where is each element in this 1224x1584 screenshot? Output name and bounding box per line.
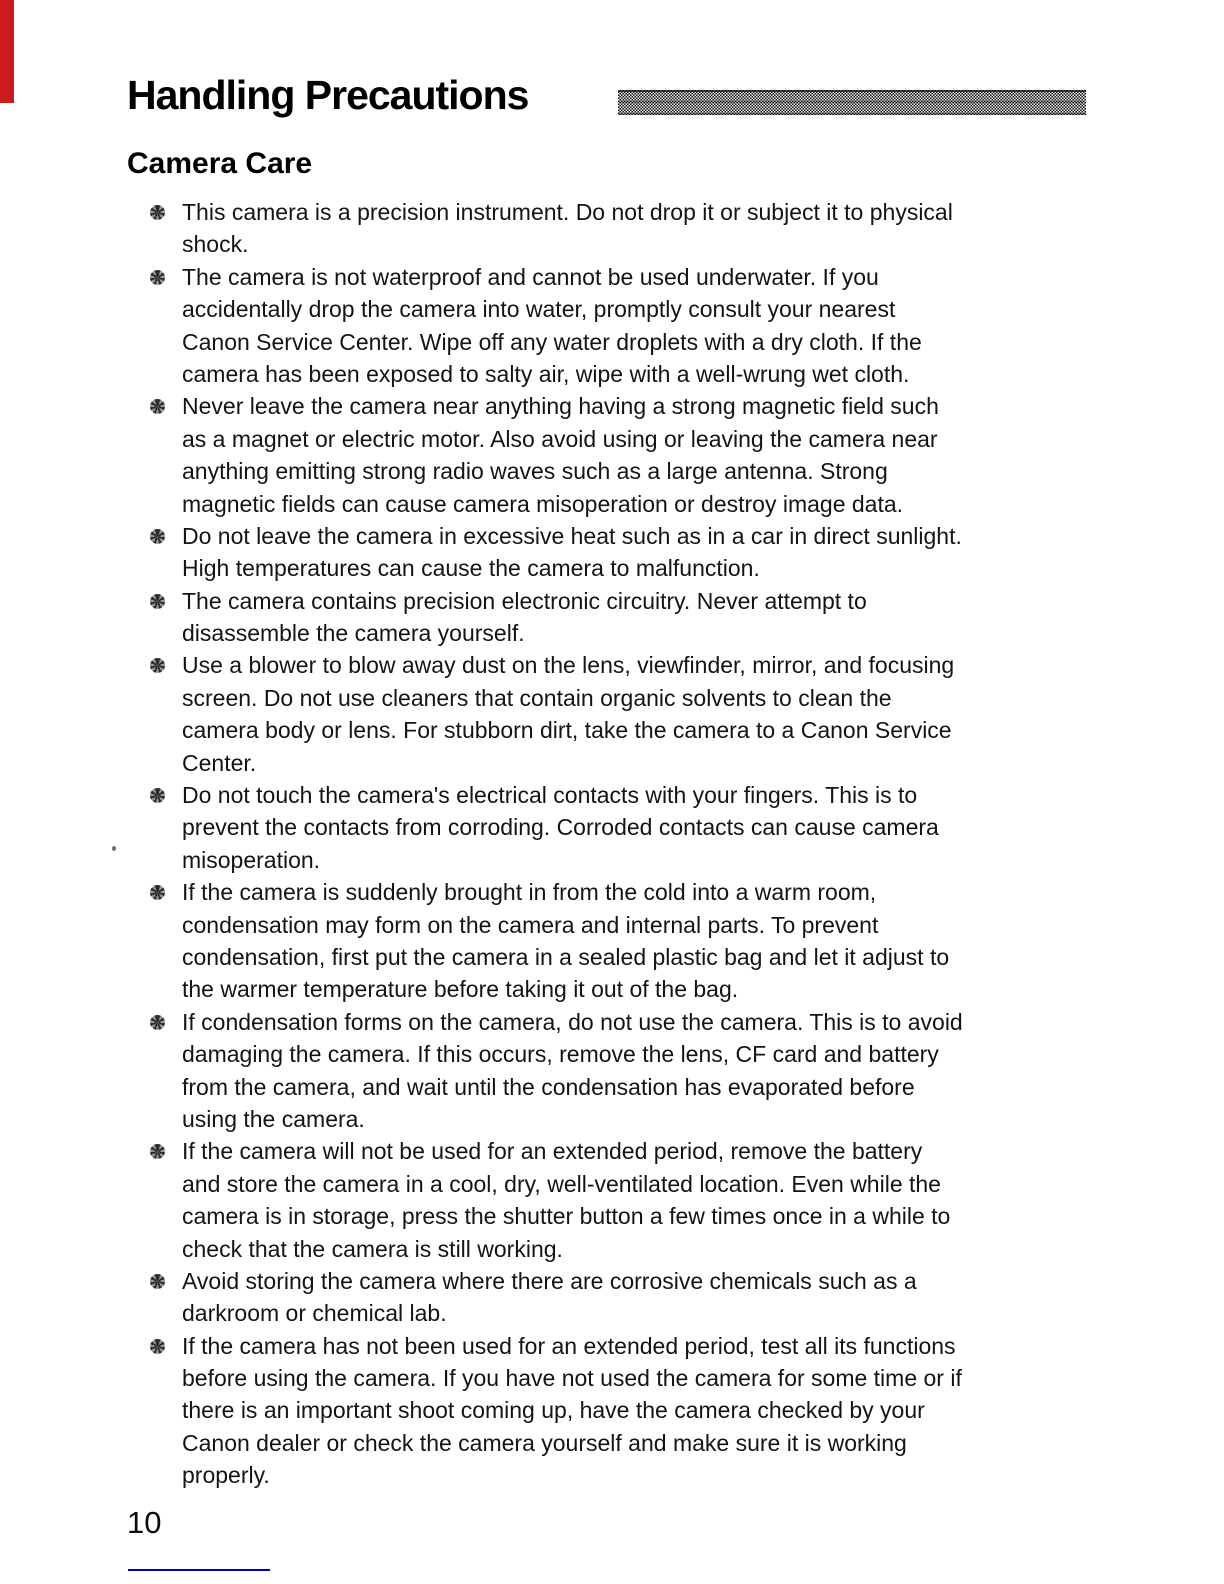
item-text: [182, 585, 1118, 650]
scan-speck: [112, 846, 116, 851]
list-item: [128, 649, 1118, 779]
item-text: [182, 649, 1118, 779]
bullet-icon: [150, 399, 165, 414]
bullet-icon: [150, 205, 165, 220]
bullet-icon: [150, 788, 165, 803]
list-item: [128, 261, 1118, 391]
item-text: [182, 1265, 1118, 1330]
text-line: High temperatures can cause the camera to malfunction.: [182, 555, 760, 582]
bullet-icon: [150, 529, 165, 544]
section-heading: Camera Care: [127, 147, 313, 180]
text-line: accidentally drop the camera into water, promptly consult your nearest: [182, 296, 896, 323]
text-line: damaging the camera. If this occurs, remove the lens, CF card and battery: [182, 1041, 939, 1068]
text-line: shock.: [182, 231, 249, 258]
care-list: [128, 196, 1118, 1492]
list-item: [128, 196, 1118, 261]
text-line: properly.: [182, 1462, 270, 1489]
bullet-icon: [150, 1274, 165, 1289]
list-item: [128, 1135, 1118, 1265]
text-line: using the camera.: [182, 1105, 365, 1132]
list-item: [128, 520, 1118, 585]
item-text: [182, 1330, 1118, 1492]
text-line: If the camera is suddenly brought in from the cold into a warm room,: [182, 879, 877, 906]
text-line: Never leave the camera near anything having a strong magnetic field such: [182, 393, 939, 420]
item-text: [182, 876, 1118, 1006]
item-text: [182, 196, 1118, 261]
list-item: [128, 585, 1118, 650]
footer-rule: [128, 1569, 270, 1571]
bullet-icon: [150, 885, 165, 900]
item-text: [182, 1135, 1118, 1265]
item-text: [182, 779, 1118, 876]
text-line: disassemble the camera yourself.: [182, 620, 525, 647]
bullet-icon: [150, 1144, 165, 1159]
list-item: [128, 390, 1118, 520]
list-item: [128, 1006, 1118, 1136]
item-text: [182, 520, 1118, 585]
text-line: before using the camera. If you have not used the camera for some time or if: [182, 1365, 962, 1392]
title-halftone-bar: [618, 90, 1086, 115]
text-line: magnetic fields can cause camera misoperation or destroy image data.: [182, 490, 904, 517]
text-line: Do not leave the camera in excessive heat such as in a car in direct sunlight.: [182, 522, 962, 549]
list-item: [128, 779, 1118, 876]
text-line: Use a blower to blow away dust on the lens, viewfinder, mirror, and focusing: [182, 652, 955, 679]
page-number: 10: [127, 1505, 162, 1540]
text-line: camera is in storage, press the shutter button a few times once in a while to: [182, 1203, 951, 1230]
item-text: [182, 390, 1118, 520]
text-line: the warmer temperature before taking it out of the bag.: [182, 976, 739, 1003]
text-line: Center.: [182, 749, 257, 776]
text-line: misoperation.: [182, 846, 321, 873]
item-text: [182, 261, 1118, 391]
text-line: and store the camera in a cool, dry, well-ventilated location. Even while the: [182, 1170, 941, 1197]
text-line: Do not touch the camera's electrical contacts with your fingers. This is to: [182, 782, 918, 809]
text-line: condensation may form on the camera and internal parts. To prevent: [182, 911, 879, 938]
text-line: there is an important shoot coming up, have the camera checked by your: [182, 1397, 925, 1424]
text-line: This camera is a precision instrument. Do not drop it or subject it to physical: [182, 199, 953, 225]
text-line: If condensation forms on the camera, do not use the camera. This is to avoid: [182, 1008, 963, 1035]
text-line: Canon dealer or check the camera yourself and make sure it is working: [182, 1429, 907, 1456]
text-line: camera has been exposed to salty air, wipe with a well-wrung wet cloth.: [182, 360, 910, 387]
text-line: If the camera has not been used for an extended period, test all its functions: [182, 1332, 956, 1359]
text-line: screen. Do not use cleaners that contain organic solvents to clean the: [182, 684, 892, 711]
text-line: from the camera, and wait until the condensation has evaporated before: [182, 1073, 915, 1100]
page-title: Handling Precautions: [127, 72, 529, 118]
text-line: darkroom or chemical lab.: [182, 1300, 447, 1327]
bullet-icon: [150, 270, 165, 285]
list-item: [128, 1330, 1118, 1492]
list-item: [128, 1265, 1118, 1330]
text-line: condensation, first put the camera in a sealed plastic bag and let it adjust to: [182, 943, 950, 970]
text-line: Canon Service Center. Wipe off any water droplets with a dry cloth. If the: [182, 328, 922, 355]
text-line: The camera contains precision electronic circuitry. Never attempt to: [182, 587, 867, 614]
bullet-icon: [150, 1015, 165, 1030]
text-line: The camera is not waterproof and cannot be used underwater. If you: [182, 263, 879, 290]
text-line: Avoid storing the camera where there are corrosive chemicals such as a: [182, 1267, 917, 1294]
bullet-icon: [150, 1339, 165, 1354]
text-line: If the camera will not be used for an extended period, remove the battery: [182, 1138, 923, 1165]
list-item: [128, 876, 1118, 1006]
text-line: prevent the contacts from corroding. Corroded contacts can cause camera: [182, 814, 939, 841]
bullet-icon: [150, 658, 165, 673]
red-edge-tab: [0, 0, 14, 103]
bullet-icon: [150, 594, 165, 609]
text-line: camera body or lens. For stubborn dirt, take the camera to a Canon Service: [182, 717, 952, 744]
text-line: check that the camera is still working.: [182, 1235, 563, 1262]
item-text: [182, 1006, 1118, 1136]
text-line: as a magnet or electric motor. Also avoid using or leaving the camera near: [182, 425, 938, 452]
text-line: anything emitting strong radio waves such as a large antenna. Strong: [182, 458, 888, 485]
